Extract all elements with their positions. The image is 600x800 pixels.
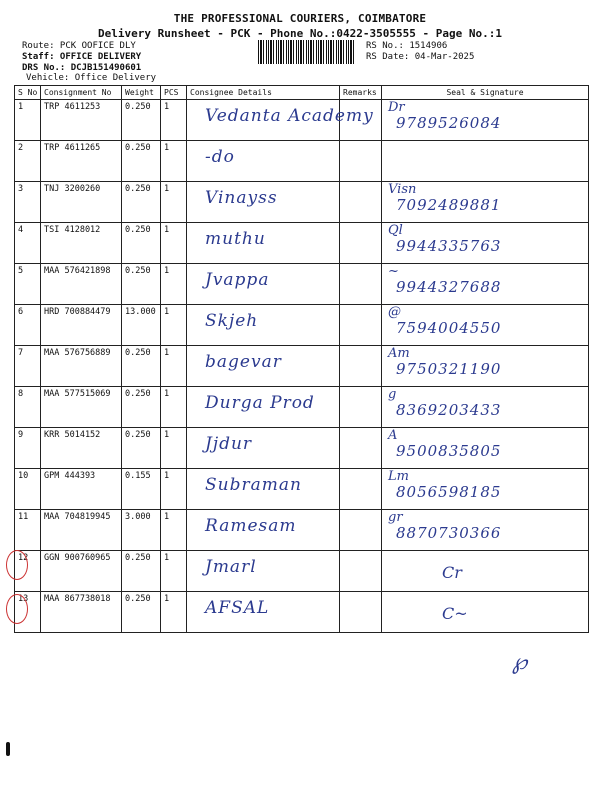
consignment-number: MAA 867738018 [41, 592, 122, 633]
pieces-count: 1 [161, 387, 187, 428]
serial-number: 5 [15, 264, 41, 305]
consignment-number: KRR 5014152 [41, 428, 122, 469]
pieces-count: 1 [161, 305, 187, 346]
consignee-name: Jjdur [205, 434, 253, 454]
vehicle-label: Vehicle: Office Delivery [26, 73, 157, 83]
consignment-number: MAA 577515069 [41, 387, 122, 428]
weight-value: 13.000 [122, 305, 161, 346]
consignee-name: bagevar [205, 352, 282, 372]
consignee-cell [187, 551, 340, 592]
column-header: PCS [161, 86, 187, 100]
serial-number: 10 [15, 469, 41, 510]
phone-number: 9500835805 [396, 442, 502, 460]
remarks-cell [340, 551, 382, 592]
pieces-count: 1 [161, 428, 187, 469]
signature-text: Ql [388, 223, 403, 238]
weight-value: 0.250 [122, 141, 161, 182]
pieces-count: 1 [161, 182, 187, 223]
serial-number: 6 [15, 305, 41, 346]
staff-label: Staff: OFFICE DELIVERY [22, 52, 142, 62]
signature-cell [382, 592, 589, 633]
consignee-cell [187, 182, 340, 223]
signature-cell [382, 223, 589, 264]
phone-number: 7594004550 [396, 319, 502, 337]
signature-text: Am [388, 346, 410, 361]
signature-text: C~ [442, 604, 468, 623]
serial-number: 12 [15, 551, 41, 592]
weight-value: 0.250 [122, 387, 161, 428]
weight-value: 0.250 [122, 346, 161, 387]
weight-value: 0.250 [122, 264, 161, 305]
phone-number: 8056598185 [396, 483, 502, 501]
weight-value: 0.155 [122, 469, 161, 510]
serial-number: 11 [15, 510, 41, 551]
signature-cell [382, 346, 589, 387]
signature-text: Cr [442, 563, 462, 582]
serial-number: 4 [15, 223, 41, 264]
consignee-cell [187, 223, 340, 264]
signature-text: Lm [388, 469, 409, 484]
consignee-name: Vedanta Academy [205, 106, 374, 126]
consignment-number: GPM 444393 [41, 469, 122, 510]
pieces-count: 1 [161, 592, 187, 633]
phone-number: 9944327688 [396, 278, 502, 296]
table-row [15, 141, 589, 182]
red-mark-12 [6, 550, 28, 580]
phone-number: 7092489881 [396, 196, 502, 214]
column-header: Consignee Details [187, 86, 340, 100]
pieces-count: 1 [161, 264, 187, 305]
consignment-number: HRD 700884479 [41, 305, 122, 346]
consignee-name: Durga Prod [205, 393, 315, 413]
signature-cell [382, 387, 589, 428]
consignee-name: Vinayss [205, 188, 278, 208]
consignee-cell [187, 510, 340, 551]
consignee-cell [187, 264, 340, 305]
signature-text: ~ [388, 264, 399, 279]
phone-number: 8369203433 [396, 401, 502, 419]
page-title: THE PROFESSIONAL COURIERS, COIMBATORE [173, 12, 427, 25]
barcode [258, 40, 356, 64]
consignment-number: GGN 900760965 [41, 551, 122, 592]
signature-text: Visn [388, 182, 417, 197]
ink-dot [6, 742, 10, 756]
consignee-name: Jmarl [205, 557, 257, 577]
page-subtitle: Delivery Runsheet - PCK - Phone No.:0422-3505555 - Page No.:1 [98, 27, 502, 40]
signature-cell [382, 551, 589, 592]
consignee-name: Skjeh [205, 311, 259, 331]
signature-cell [382, 141, 589, 182]
signature-cell [382, 469, 589, 510]
table-row [15, 592, 589, 633]
signature-text: Dr [388, 100, 405, 115]
signature-text: A [388, 428, 398, 443]
table-row [15, 510, 589, 551]
weight-value: 0.250 [122, 182, 161, 223]
table-body [15, 100, 589, 633]
table-row [15, 182, 589, 223]
consignee-cell [187, 428, 340, 469]
column-header: Remarks [340, 86, 382, 100]
pieces-count: 1 [161, 469, 187, 510]
table-row [15, 305, 589, 346]
column-header: Weight [122, 86, 161, 100]
phone-number: 9789526084 [396, 114, 502, 132]
remarks-cell [340, 428, 382, 469]
column-header: S No [15, 86, 41, 100]
signature-cell [382, 510, 589, 551]
consignment-number: MAA 704819945 [41, 510, 122, 551]
consignee-cell [187, 346, 340, 387]
consignee-name: AFSAL [205, 598, 270, 618]
remarks-cell [340, 264, 382, 305]
consignee-name: -do [205, 147, 235, 167]
consignment-number: TSI 4128012 [41, 223, 122, 264]
consignment-number: TRP 4611253 [41, 100, 122, 141]
consignee-name: Jvappa [205, 270, 270, 290]
serial-number: 8 [15, 387, 41, 428]
pieces-count: 1 [161, 346, 187, 387]
serial-number: 3 [15, 182, 41, 223]
serial-number: 13 [15, 592, 41, 633]
runsheet-table [14, 85, 589, 633]
remarks-cell [340, 510, 382, 551]
consignment-number: MAA 576756889 [41, 346, 122, 387]
route-label: Route: PCK OOFICE DLY [22, 41, 136, 51]
signature-text: @ [388, 305, 401, 320]
phone-number: 9750321190 [396, 360, 502, 378]
pieces-count: 1 [161, 510, 187, 551]
table-header-row [15, 86, 589, 100]
weight-value: 0.250 [122, 551, 161, 592]
remarks-cell [340, 182, 382, 223]
signature-cell [382, 182, 589, 223]
rs-date-label: RS Date: 04-Mar-2025 [366, 52, 475, 62]
signature-cell [382, 100, 589, 141]
serial-number: 9 [15, 428, 41, 469]
red-mark-13 [6, 594, 28, 624]
signature-cell [382, 305, 589, 346]
consignee-name: Subraman [205, 475, 302, 495]
serial-number: 7 [15, 346, 41, 387]
weight-value: 0.250 [122, 592, 161, 633]
pieces-count: 1 [161, 141, 187, 182]
drs-label: DRS No.: DCJB151490601 [22, 63, 142, 73]
consignee-cell [187, 305, 340, 346]
consignment-number: TNJ 3200260 [41, 182, 122, 223]
weight-value: 0.250 [122, 428, 161, 469]
remarks-cell [340, 346, 382, 387]
column-header: Seal & Signature [382, 86, 589, 100]
pieces-count: 1 [161, 551, 187, 592]
column-header: Consignment No [41, 86, 122, 100]
remarks-cell [340, 592, 382, 633]
remarks-cell [340, 387, 382, 428]
table-row [15, 100, 589, 141]
remarks-cell [340, 223, 382, 264]
consignee-cell [187, 387, 340, 428]
consignment-number: TRP 4611265 [41, 141, 122, 182]
weight-value: 0.250 [122, 223, 161, 264]
weight-value: 3.000 [122, 510, 161, 551]
pieces-count: 1 [161, 223, 187, 264]
table-row [15, 223, 589, 264]
serial-number: 1 [15, 100, 41, 141]
consignee-cell [187, 469, 340, 510]
weight-value: 0.250 [122, 100, 161, 141]
rs-no-label: RS No.: 1514906 [366, 41, 448, 51]
consignee-cell [187, 592, 340, 633]
phone-number: 9944335763 [396, 237, 502, 255]
table-row [15, 469, 589, 510]
signature-text: g [388, 387, 397, 402]
table-row [15, 264, 589, 305]
consignee-name: Ramesam [205, 516, 297, 536]
remarks-cell [340, 469, 382, 510]
table-row [15, 428, 589, 469]
signature-cell [382, 264, 589, 305]
consignee-cell [187, 141, 340, 182]
remarks-cell [340, 141, 382, 182]
table-row [15, 551, 589, 592]
serial-number: 2 [15, 141, 41, 182]
signature-cell [382, 428, 589, 469]
signature-mark: ℘ [512, 650, 528, 675]
phone-number: 8870730366 [396, 524, 502, 542]
table-row [15, 387, 589, 428]
consignment-number: MAA 576421898 [41, 264, 122, 305]
table-row [15, 346, 589, 387]
pieces-count: 1 [161, 100, 187, 141]
consignee-name: muthu [205, 229, 266, 249]
consignee-cell [187, 100, 374, 141]
signature-text: gr [388, 510, 403, 525]
remarks-cell [340, 305, 382, 346]
